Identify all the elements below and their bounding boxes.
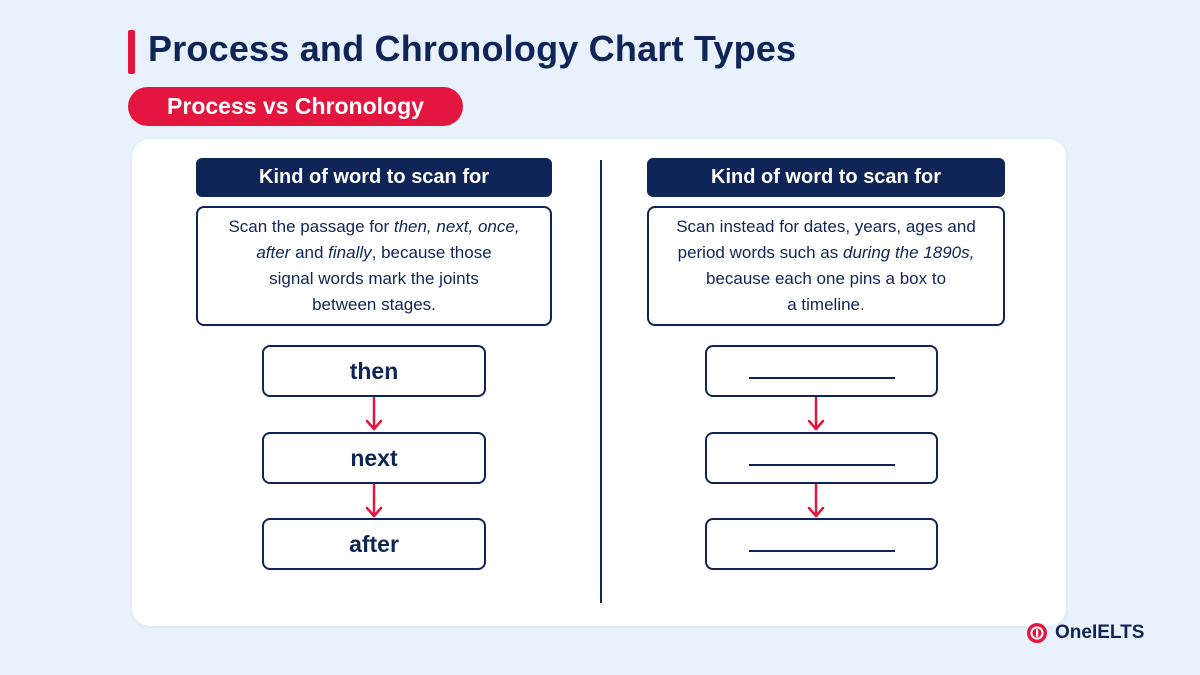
left-desc-text-1: Scan the passage for [228,217,394,236]
arrow-down-icon [364,484,384,520]
arrow-down-icon [364,397,384,433]
arrow-down-icon [806,484,826,520]
right-desc-text-2: period words such as [677,243,843,262]
left-desc-text-2: and [290,243,329,262]
right-desc-italic-1: during the 1890s, [842,243,975,262]
right-desc-text-3: because each one pins a box to [705,269,947,288]
process-step-next: next [262,432,486,484]
section-pill: Process vs Chronology [128,87,463,126]
left-header: Kind of word to scan for [196,158,552,197]
title-accent-bar [128,30,135,74]
process-step-then: then [262,345,486,397]
right-desc-text-1: Scan instead for dates, years, ages and [676,217,976,236]
right-desc-text-4: a timeline. [787,295,865,314]
left-desc-italic-1: then, next, once, [393,217,520,236]
timeline-step-2 [705,432,938,484]
column-divider [600,160,602,603]
oneielts-logo-icon [1026,622,1048,644]
left-desc-italic-2: after [256,243,291,262]
timeline-step-1 [705,345,938,397]
blank-line [749,464,895,466]
left-desc-italic-3: finally [328,243,372,262]
brand-name: OneIELTS [1055,622,1145,643]
left-desc-text-5: between stages. [312,295,436,314]
right-header: Kind of word to scan for [647,158,1005,197]
brand-logo [1026,622,1144,644]
blank-line [749,377,895,379]
timeline-step-3 [705,518,938,570]
arrow-down-icon [806,397,826,433]
right-description [647,206,1005,326]
left-desc-text-3: , because those [371,243,492,262]
left-description [196,206,552,326]
process-step-after: after [262,518,486,570]
blank-line [749,550,895,552]
left-desc-text-4: signal words mark the joints [269,269,479,288]
page-title: Process and Chronology Chart Types [148,28,797,69]
